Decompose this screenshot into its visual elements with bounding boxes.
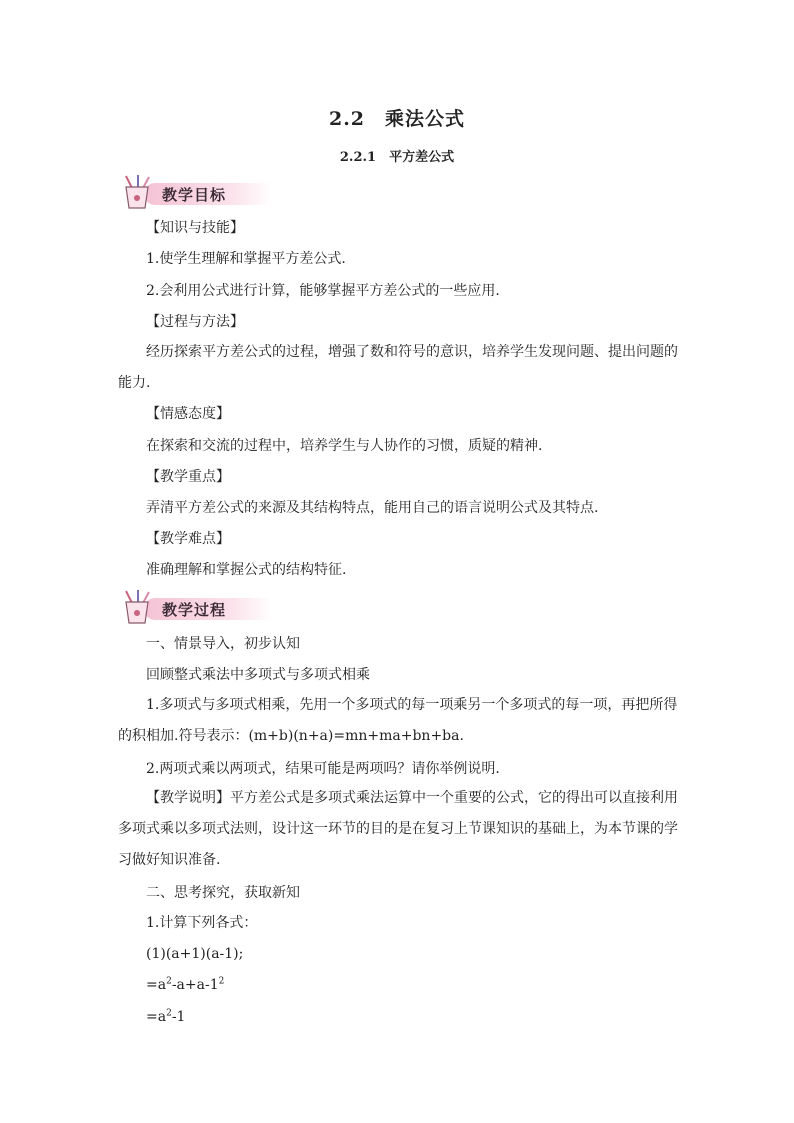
process-item-1: 1.多项式与多项式相乘，先用一个多项式的每一项乘另一个多项式的每一项，再把所得的积相加.符号表示：(m+b)(n+a)=mn+ma+bn+ba. xyxy=(118,697,678,744)
key-points-text: 弄清平方差公式的来源及其结构特点，能用自己的语言说明公式及其特点. xyxy=(146,500,599,516)
attitude-text: 在探索和交流的过程中，培养学生与人协作的习惯，质疑的精神. xyxy=(146,438,543,454)
calc-step-1-part-b: -a+a-1 xyxy=(171,977,219,993)
calc-step-1-part-a: =a xyxy=(146,977,167,993)
knowledge-item-2: 2.会利用公式进行计算，能够掌握平方差公式的一些应用. xyxy=(146,283,500,299)
method-heading: 【过程与方法】 xyxy=(146,314,244,330)
teaching-note: 【教学说明】平方差公式是多项式乘法运算中一个重要的公式，它的得出可以直接利用多项式乘以多项式法则，设计这一环节的目的是在复习上节课知识的基础上，为本节课的学习做好知识准备. xyxy=(118,790,678,868)
section-1-heading: 一、情景导入，初步认知 xyxy=(146,636,300,652)
knowledge-item-1: 1.使学生理解和掌握平方差公式. xyxy=(146,251,346,267)
banner-label: 教学过程 xyxy=(162,601,227,619)
section-2-heading: 二、思考探究，获取新知 xyxy=(146,885,300,901)
exponent: 2 xyxy=(166,976,172,987)
calc-step-2 xyxy=(146,1007,678,1027)
attitude-heading: 【情感态度】 xyxy=(146,406,230,422)
page-title: 2.2 乘法公式 xyxy=(328,108,466,130)
key-points-heading: 【教学重点】 xyxy=(146,469,230,485)
review-line: 回顾整式乘法中多项式与多项式相乘 xyxy=(146,667,370,683)
difficulty-text: 准确理解和掌握公式的结构特征. xyxy=(146,562,347,578)
calc-item-1: (1)(a+1)(a-1); xyxy=(146,946,244,962)
calc-step-2-part-a: =a xyxy=(146,1009,167,1025)
pencil-cup-icon xyxy=(118,589,158,625)
calc-step-2-part-b: -1 xyxy=(171,1009,186,1025)
knowledge-heading: 【知识与技能】 xyxy=(146,220,244,236)
process-item-2: 2.两项式乘以两项式，结果可能是两项吗？请你举例说明. xyxy=(146,761,500,777)
section-subtitle: 2.2.1 平方差公式 xyxy=(339,150,455,165)
calc-step-1 xyxy=(146,975,678,995)
method-text: 经历探索平方差公式的过程，增强了数和符号的意识，培养学生发现问题、提出问题的能力. xyxy=(118,344,678,391)
banner-teaching-goals xyxy=(118,174,278,210)
banner-label: 教学目标 xyxy=(162,186,227,204)
exponent: 2 xyxy=(166,1008,172,1019)
exponent: 2 xyxy=(218,976,225,987)
banner-teaching-process xyxy=(118,589,278,625)
difficulty-heading: 【教学难点】 xyxy=(146,531,230,547)
calc-heading: 1.计算下列各式： xyxy=(146,915,258,931)
pencil-cup-icon xyxy=(118,174,158,210)
